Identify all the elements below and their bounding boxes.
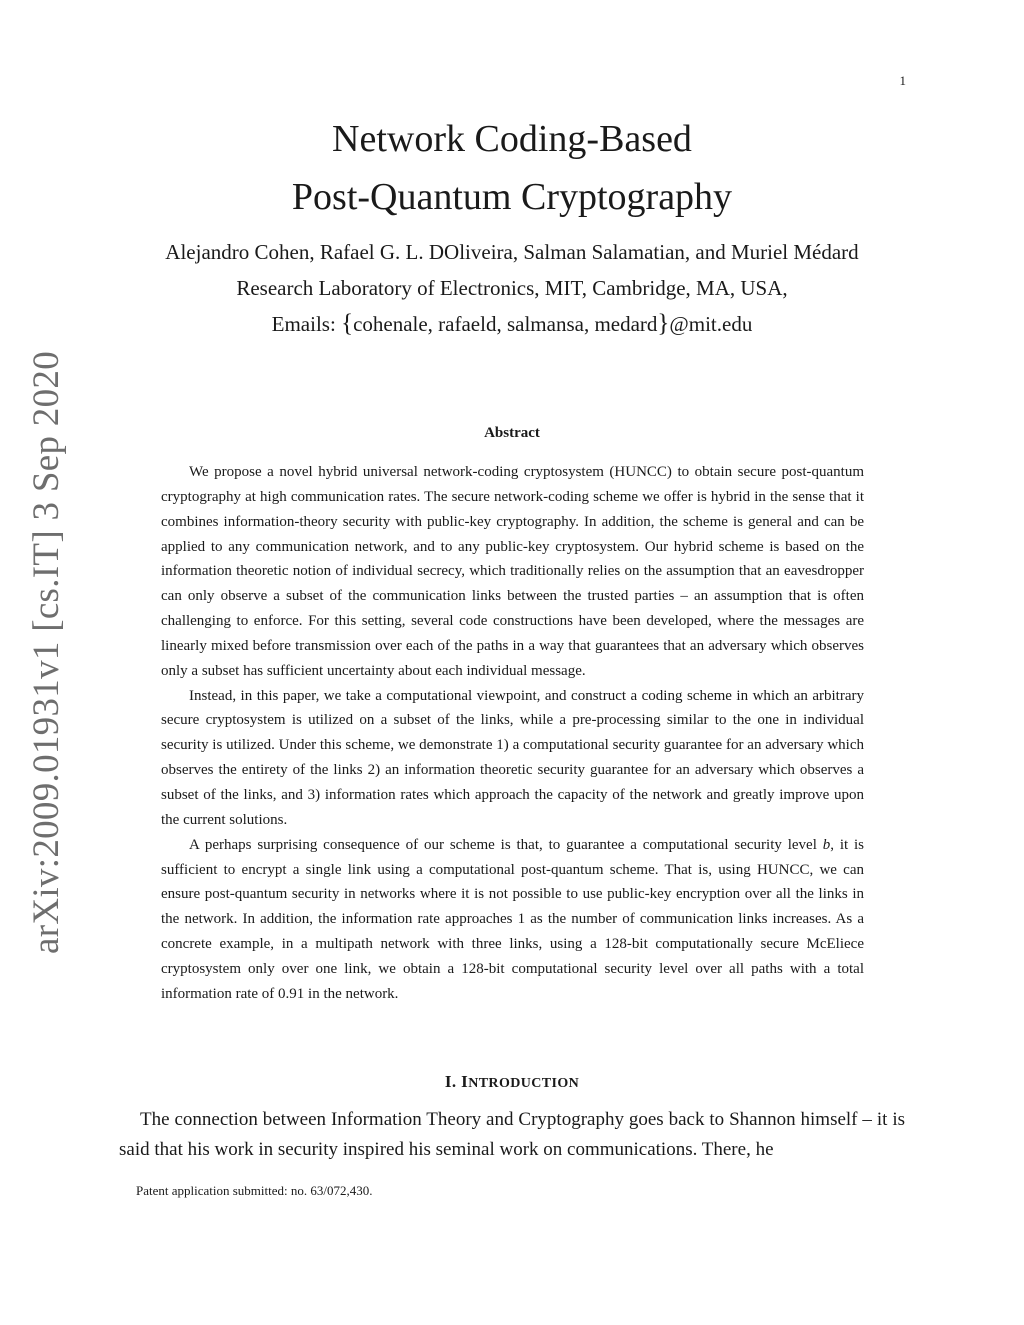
emails-domain: @mit.edu [669,312,753,336]
abstract-paragraph-2: Instead, in this paper, we take a computational viewpoint, and construct a coding scheme in which an arbitrary secure cryptosystem is utilized on a subset of the links, while a pre-processing similar to the one in individual security is utilized. Under this scheme, we demonstrate 1) a computational security guarantee for an adversary which observes the entirety of the links 2) an information theoretic security guarantee for an adversary which observes a subset of the links, and 3) information rates which approach the capacity of the network and greatly improve upon the current solutions. [161,687,864,828]
page-number: 1 [899,73,906,88]
footnote: Patent application submitted: no. 63/072,430. [136,1183,373,1198]
emails-open-brace: { [341,310,354,337]
title-line-2: Post-Quantum Cryptography [291,176,733,218]
abstract-body [161,460,864,1007]
arxiv-identifier-stamp [10,350,82,955]
paper-title [112,110,912,226]
arxiv-stamp-text: arXiv:2009.01931v1 [cs.IT] 3 Sep 2020 [25,350,67,955]
abstract-p3-part-2: , it is sufficient to encrypt a single link using a computational post-quantum scheme. That is, using HUNCC, we can ensure post-quantum security in networks where it is not possible to use public-key encryption over all the links in the network. In addition, the information rate approaches 1 as the number of communication links increases. As a concrete example, in a multipath network with three links, using a 128-bit computationally secure McEliece cryptosystem only over one link, we obtain a 128-bit computational security level over all paths with a total information rate of 0.91 in the network. [161,836,864,1002]
abstract-paragraph-3 [161,833,864,1007]
emails-prefix: Emails: [271,312,342,336]
section-title-initial: I [461,1072,469,1091]
title-line-1: Network Coding-Based [332,118,692,160]
abstract-paragraph-1: We propose a novel hybrid universal network-coding cryptosystem (HUNCC) to obtain secure post-quantum cryptography at high communication rates. The secure network-coding scheme we offer is hybrid in the sense that it combines information-theory security with public-key cryptography. In addition, the scheme is general and can be applied to any communication network, and to any public-key cryptosystem. Our hybrid scheme is based on the information theoretic notion of individual secrecy, which traditionally relies on the assumption that an eavesdropper can only observe a subset of the communication links between the trusted parties – an assumption that is often challenging to enforce. For this setting, several code constructions have been developed, where the messages are linearly mixed before transmission over each of the paths in a way that guarantees that an adversary which observes only a subset has sufficient uncertainty about each individual message. [161,464,864,679]
section-heading-introduction [112,1072,912,1092]
author-emails [80,310,944,338]
abstract-heading: Abstract [484,425,540,441]
security-level-variable: b [822,836,831,853]
section-numeral: I. [444,1072,462,1091]
intro-paragraph-1: The connection between Information Theory and Cryptography goes back to Shannon himself – it is said that his work in security inspired his seminal work on communications. There, he [119,1109,905,1160]
affiliation: Research Laboratory of Electronics, MIT, Cambridge, MA, USA, [236,276,788,300]
introduction-body [119,1105,905,1165]
emails-names: cohenale, rafaeld, salmansa, medard [353,312,658,336]
author-list: Alejandro Cohen, Rafael G. L. DOliveira, Salman Salamatian, and Muriel Médard [165,240,859,264]
emails-close-brace: } [657,310,670,337]
section-title-rest: NTRODUCTION [468,1076,580,1091]
abstract-p3-part-1: A perhaps surprising consequence of our scheme is that, to guarantee a computational security level [189,836,823,853]
